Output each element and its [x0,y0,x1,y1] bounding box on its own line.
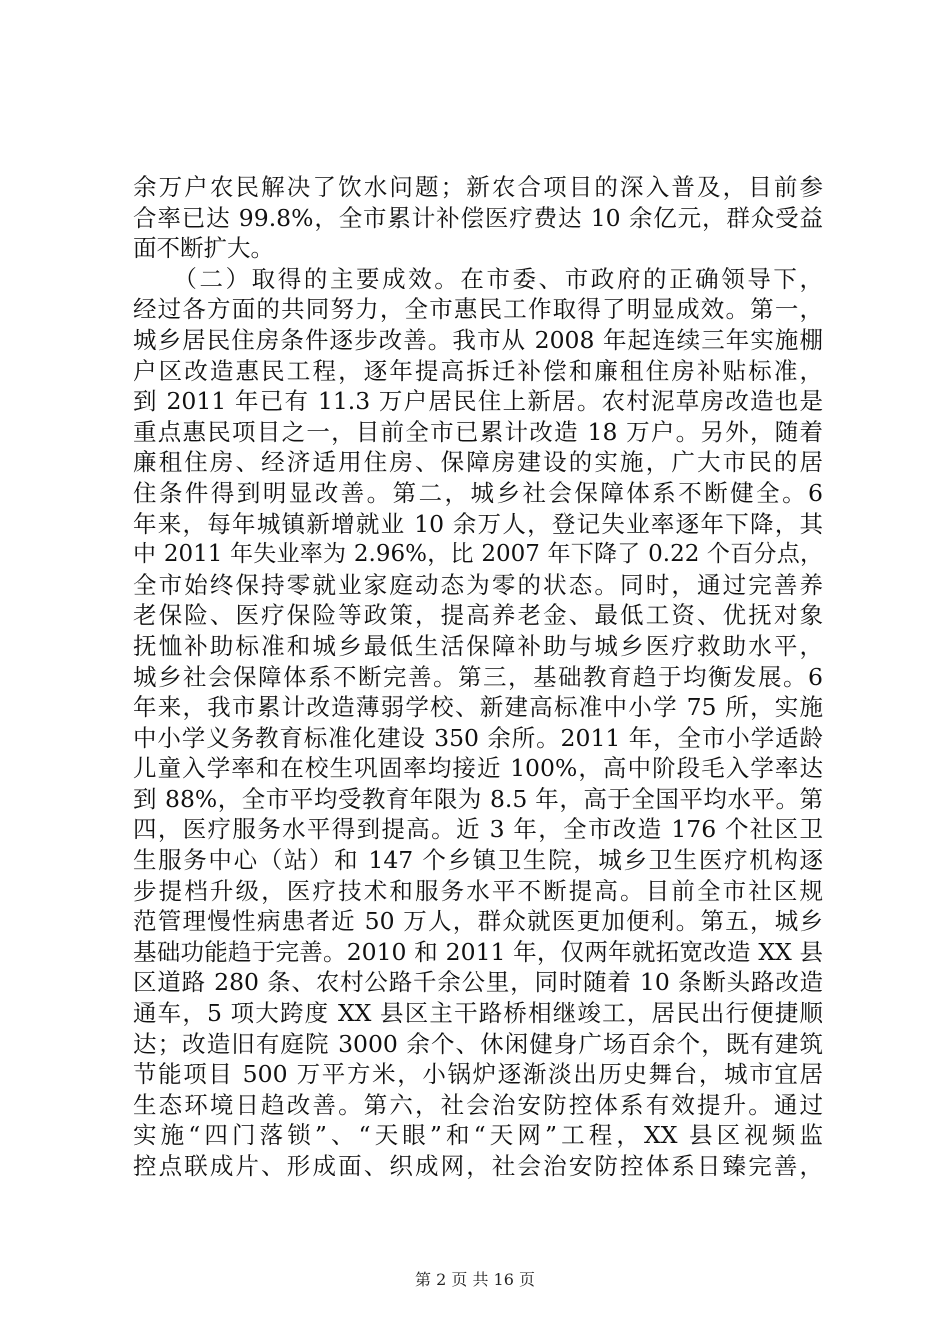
text-line: 基础功能趋于完善。2010 和 2011 年，仅两年就拓宽改造 XX 县 [133,937,823,966]
text-line: 城乡居民住房条件逐步改善。我市从 2008 年起连续三年实施棚 [133,325,823,354]
text-line: 全市始终保持零就业家庭动态为零的状态。同时，通过完善养 [133,570,823,599]
text-line: 经过各方面的共同努力，全市惠民工作取得了明显成效。第一， [133,295,823,324]
text-line: 范管理慢性病患者近 50 万人，群众就医更加便利。第五，城乡 [133,907,823,936]
text-line: 年来，我市累计改造薄弱学校、新建高标准中小学 75 所，实施 [133,693,823,722]
text-line: 面不断扩大。 [133,234,274,263]
text-line: 节能项目 500 万平方米，小锅炉逐渐淡出历史舞台，城市宜居 [133,1060,823,1089]
text-line: 步提档升级，医疗技术和服务水平不断提高。目前全市社区规 [133,876,823,905]
text-line: 余万户农民解决了饮水问题；新农合项目的深入普及，目前参 [133,173,823,201]
text-line: 控点联成片、形成面、织成网，社会治安防控体系日臻完善， [133,1152,823,1180]
text-line: 生服务中心（站）和 147 个乡镇卫生院，城乡卫生医疗机构逐 [133,846,823,875]
text-line: 户区改造惠民工程，逐年提高拆迁补偿和廉租住房补贴标准， [133,356,823,385]
text-line: 住条件得到明显改善。第二，城乡社会保障体系不断健全。6 [133,478,823,507]
page-footer: 第 2 页 共 16 页 [415,1270,535,1289]
text-line: 到 88%，全市平均受教育年限为 8.5 年，高于全国平均水平。第 [133,784,823,813]
text-line: 儿童入学率和在校生巩固率均接近 100%，高中阶段毛入学率达 [133,754,823,783]
text-line: 合率已达 99.8%，全市累计补偿医疗费达 10 余亿元，群众受益 [133,203,823,232]
text-line: 老保险、医疗保险等政策，提高养老金、最低工资、优抚对象 [133,601,823,630]
text-line: 城乡社会保障体系不断完善。第三，基础教育趋于均衡发展。6 [133,662,823,691]
text-line: 到 2011 年已有 11.3 万户居民住上新居。农村泥草房改造也是 [133,387,823,416]
text-line: （二）取得的主要成效。在市委、市政府的正确领导下， [133,264,823,293]
text-line: 通车，5 项大跨度 XX 县区主干路桥相继竣工，居民出行便捷顺 [133,999,823,1028]
text-line: 实施“四门落锁”、“天眼”和“天网”工程，XX 县区视频监 [133,1121,823,1150]
text-line: 中 2011 年失业率为 2.96%，比 2007 年下降了 0.22 个百分点， [133,541,823,568]
text-line: 廉租住房、经济适用住房、保障房建设的实施，广大市民的居 [133,448,823,477]
text-line: 生态环境日趋改善。第六，社会治安防控体系有效提升。通过 [133,1090,823,1119]
text-line: 达；改造旧有庭院 3000 余个、休闲健身广场百余个，既有建筑 [133,1029,823,1058]
text-line: 四，医疗服务水平得到提高。近 3 年，全市改造 176 个社区卫 [133,815,823,844]
text-line: 中小学义务教育标准化建设 350 余所。2011 年，全市小学适龄 [133,723,823,752]
text-line: 区道路 280 条、农村公路千余公里，同时随着 10 条断头路改造 [133,968,823,997]
text-line: 年来，每年城镇新增就业 10 余万人，登记失业率逐年下降，其 [133,509,823,538]
text-line: 重点惠民项目之一，目前全市已累计改造 18 万户。另外，随着 [133,417,823,446]
body-text [133,172,823,1182]
text-line: 抚恤补助标准和城乡最低生活保障补助与城乡医疗救助水平， [133,631,823,660]
